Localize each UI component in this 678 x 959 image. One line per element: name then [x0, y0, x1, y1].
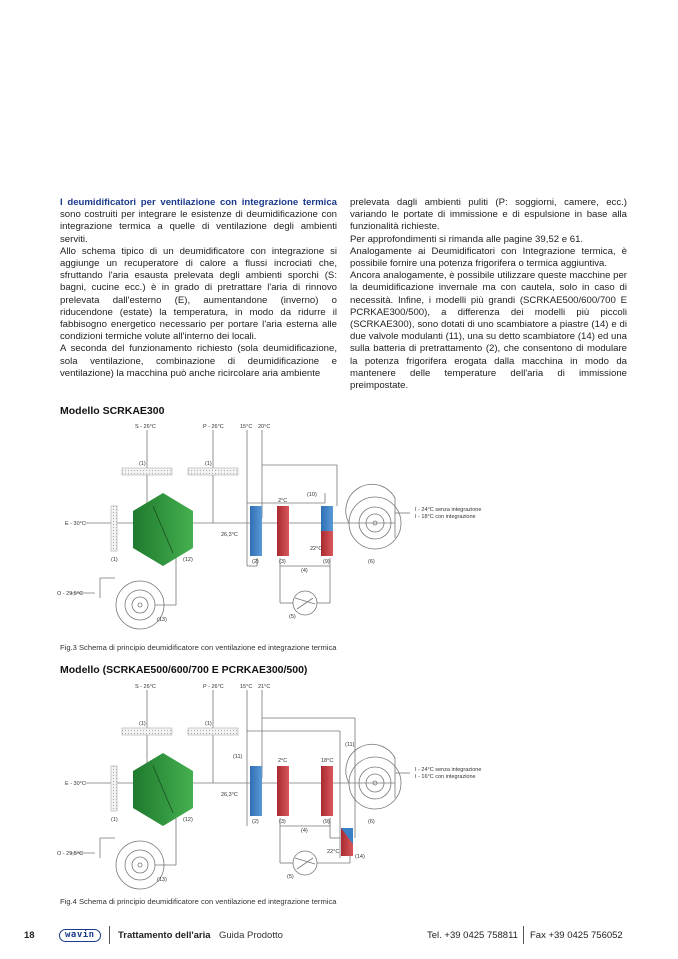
filter-1c: [111, 506, 117, 551]
label-22c: 22°C: [310, 546, 323, 552]
label-out-1: I - 24°C senza integrazione: [415, 507, 482, 513]
label-n2: (2): [252, 819, 259, 825]
label-n3: (3): [279, 559, 286, 565]
footer-divider: [109, 926, 110, 944]
footer-subtitle: Guida Prodotto: [219, 930, 283, 941]
coil-3: [277, 506, 289, 556]
coil-2: [250, 766, 262, 816]
paragraph-7: Ancora analogamente, è possibile utilizzare queste macchine per la deumidificazione invernale ma con cautela, solo in caso di necessità. Infine, i modelli più grandi (SCRKAE500/600/700 E PCRKAE300/500), a differenza dei modelli più piccoli (SCRKAE300), sono dotati di uno scambiatore a piastre (14) e di due valvole modulanti (11), una su detto scambiatore (14) ed una sulla batteria di pretrattamento (2), che consentono di modulare la potenza frigorifera erogata dalla macchina in modo da mantenere delle temperature dell'aria di immissione preimpostate.: [350, 270, 627, 392]
footer-divider-2: [523, 926, 524, 944]
label-filter-c: (1): [111, 817, 118, 823]
label-n6: (6): [368, 819, 375, 825]
label-p: P - 26°C: [203, 684, 224, 690]
page-footer: [0, 930, 678, 946]
label-n13: (13): [157, 617, 167, 623]
label-n9: (9): [323, 559, 330, 565]
label-2c: 2°C: [278, 498, 288, 504]
label-valve-11a: (11): [233, 754, 243, 760]
label-n3: (3): [279, 819, 286, 825]
label-e: E - 30°C: [65, 781, 86, 787]
wavin-logo: wavin: [59, 929, 101, 942]
label-n12: (12): [183, 817, 193, 823]
label-n13: (13): [157, 877, 167, 883]
footer-section: Trattamento dell'aria: [118, 930, 211, 941]
filter-1b: [188, 728, 238, 735]
figure-4-title: Modello (SCRKAE500/600/700 E PCRKAE300/500): [60, 664, 308, 676]
label-filter-b: (1): [205, 721, 212, 727]
page-number: 18: [24, 930, 35, 941]
label-26-3: 26,3°C: [221, 532, 238, 538]
label-filter-b: (1): [205, 461, 212, 467]
paragraph-5: Per approfondimenti si rimanda alle pagine 39,52 e 61.: [350, 233, 584, 245]
paragraph-4: prelevata dagli ambienti puliti (P: soggiorni, camere, ecc.) variando le portate di immissione e di espulsione in base alla funzionalità richieste.: [350, 197, 627, 233]
label-15: 15°C: [240, 424, 253, 430]
label-26-3: 26,3°C: [221, 792, 238, 798]
coil-9: [321, 766, 333, 816]
label-n4: (4): [301, 568, 308, 574]
label-e: E - 30°C: [65, 521, 86, 527]
label-n2: (2): [252, 559, 259, 565]
left-text-column: [60, 197, 337, 380]
label-out-2: I - 18°C con integrazione: [415, 514, 476, 520]
filter-1b: [188, 468, 238, 475]
label-exhaust: O - 29,5°C: [57, 851, 84, 857]
label-n6: (6): [368, 559, 375, 565]
figure-3-title: Modello SCRKAE300: [60, 405, 165, 417]
label-n9: (9): [323, 819, 330, 825]
filter-1a: [122, 728, 172, 735]
label-n14: (14): [355, 854, 365, 860]
label-filter-c: (1): [111, 557, 118, 563]
paragraph-2: Allo schema tipico di un deumidificatore con integrazione si aggiunge un recuperatore di calore a flussi incrociati che, sfruttando l'aria esausta prelevata degli ambienti sporchi (S: bagni, cucine ecc.) è in grado di pretrattare l'aria di rinnovo prelevata dall'esterno (E), aumentandone (inverno) o riducendone (estate) la temperatura, in modo da ridurre il fabbisogno energetico necessario per portare l'aria esterna alle condizioni termiche volute all'interno dei locali.: [60, 245, 337, 343]
filter-1a: [122, 468, 172, 475]
label-out-2: I - 16°C con integrazione: [415, 774, 476, 780]
coil-9-top: [321, 506, 333, 531]
label-n4: (4): [301, 828, 308, 834]
figure-4-diagram: [55, 678, 575, 893]
footer-fax: Fax +39 0425 756052: [530, 930, 623, 941]
paragraph-3: A seconda del funzionamento richiesto (sola deumidificazione, sola ventilazione, combinazione di deumidificazione e ventilazione) la macchina può anche ricircolare aria ambiente: [60, 343, 337, 379]
label-22c: 22°C: [327, 849, 340, 855]
label-2c: 2°C: [278, 758, 288, 764]
label-20: 20°C: [258, 424, 271, 430]
label-18c: 18°C: [321, 758, 334, 764]
label-s: S - 26°C: [135, 424, 156, 430]
coil-3: [277, 766, 289, 816]
right-text-column: [350, 197, 627, 392]
intro-lead-bold: I deumidificatori per ventilazione con integrazione termica: [60, 197, 337, 208]
label-valve-11b: (11): [345, 742, 355, 748]
figure-3-diagram: [55, 418, 575, 633]
label-filter-a: (1): [139, 721, 146, 727]
paragraph-6: Analogamente ai Deumidificatori con Integrazione termica, è possibile fornire una potenza frigorifera o termica aggiuntiva.: [350, 245, 627, 270]
label-n5: (5): [289, 614, 296, 620]
filter-1c: [111, 766, 117, 811]
label-valve-10: (10): [307, 492, 317, 498]
label-15: 15°C: [240, 684, 253, 690]
figure-3-caption: Fig.3 Schema di principio deumidificatore con ventilazione ed integrazione termica: [60, 643, 337, 652]
label-exhaust: O - 29,5°C: [57, 591, 84, 597]
figure-4-caption: Fig.4 Schema di principio deumidificatore con ventilazione ed integrazione termica: [60, 897, 337, 906]
intro-rest: sono costruiti per integrare le esistenze di deumidificazione con integrazione termica a quelle di ventilazione degli ambienti serviti.: [60, 209, 337, 245]
coil-2: [250, 506, 262, 556]
label-n5: (5): [287, 874, 294, 880]
label-21: 21°C: [258, 684, 271, 690]
footer-tel: Tel. +39 0425 758811: [427, 930, 518, 941]
label-out-1: I - 24°C senza integrazione: [415, 767, 482, 773]
intro-paragraph: [60, 197, 337, 246]
label-n12: (12): [183, 557, 193, 563]
label-filter-a: (1): [139, 461, 146, 467]
label-p: P - 26°C: [203, 424, 224, 430]
label-s: S - 26°C: [135, 684, 156, 690]
coil-9-bottom: [321, 531, 333, 556]
